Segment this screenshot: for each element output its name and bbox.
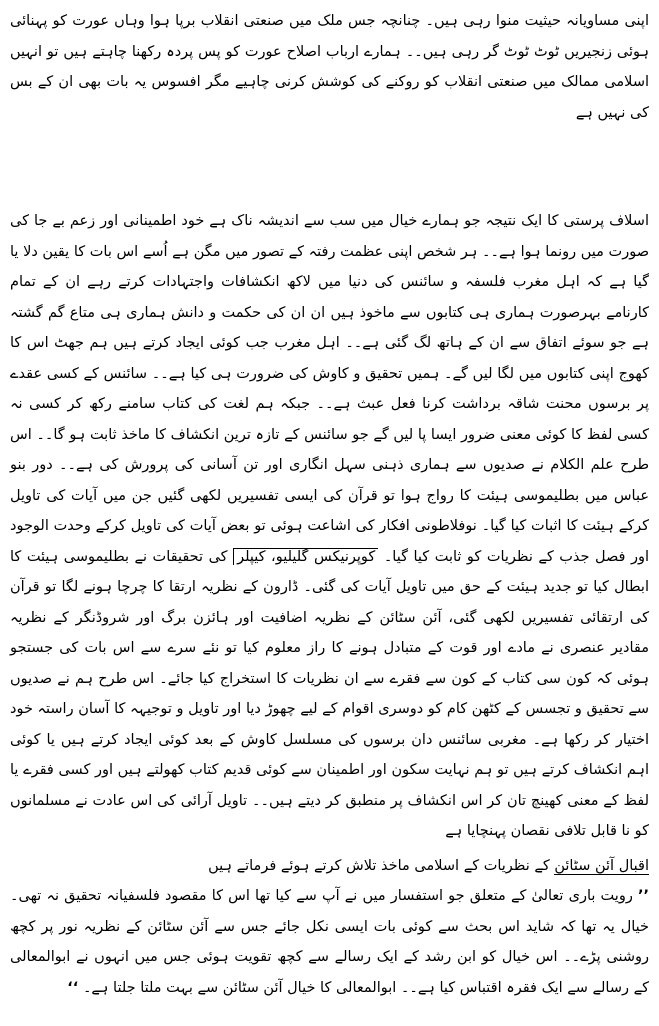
text-line: کی تحقیقات نے بطلیموسی ہیئت کا ابطال کیا تو جدید ہیئت کے حق میں تاویل آیات کی گئی۔ ڈارون کے نظریہ ارتقا کا چرچا ہونے لگا تو <box>10 548 649 595</box>
quote-close-mark: ‘‘ <box>67 979 79 996</box>
underlined-intro: اقبال آئن سٹائن <box>554 857 649 874</box>
quote-line: جلتا ہے۔ <box>82 979 136 996</box>
quote-open-mark: ’’ <box>637 888 650 904</box>
intro-text: کے نظریات کے اسلامی ماخذ تلاش کرتے ہوئے فرماتے ہیں <box>208 857 555 874</box>
text-line: اپنی مساویانہ حیثیت منوا رہی ہیں۔ چنانچہ جس ملک میں صنعتی انقلاب برپا ہوا وہاں عورت کو پہنائی ہوئی زنجیریں ٹوٹ ٹوٹ گر رہی <box>10 13 650 60</box>
text-line: ہیں۔۔ ہمارے ارباب اصلاح عورت کو پس پردہ رکھنا چاہتے ہیں تو انہیں اسلامی ممالک میں صنعتی انقلاب کو روکنے کی کوشش کرنی <box>10 43 650 90</box>
quote-line: رویت باری تعالیٰ کے متعلق جو استفسار میں نے آپ سے کیا تھا اس کا مقصود فلسفیانہ تحقیق نہ تھی۔ خیال یہ تھا کہ شاید اس بحث سے <box>10 888 649 935</box>
text-line: ثابت ہو گا۔۔ اس طرح علم الکلام نے صدیوں سے ہماری ذہنی سہل انگاری اور تن آسانی کی پرورش کی ہے۔۔ دور بنو عباس میں <box>10 426 650 504</box>
text-line: اسلاف پرستی کا ایک نتیجہ جو ہمارے خیال میں سب سے اندیشہ ناک ہے خود اطمینانی اور زعم بے جا کی صورت میں رونما ہوا <box>10 213 650 260</box>
text-line: قرآن کی ارتقائی تفسیریں لکھی گئی، آئن سٹائن کے نظریہ اضافیت اور ہائزن برگ اور شروڈنگر کے نظریہ مقادیر عنصری نے مادے اور <box>10 579 650 656</box>
text-line: بطلیموسی ہیئت کا رواج ہوا تو قرآن کی ایسی تفسیریں لکھی گئیں جن میں آیات کی تاویل کرکے ہیئت کا اثبات کیا گیا۔ نوفلاطونی افکار کی <box>10 487 650 534</box>
text-line: قوت کے متبادل ہونے کا راز معلوم کیا تو نئے سرے سے اس بات کی جستجو ہوئی کہ کون سی کتاب کے کون سے فقرے سے ان <box>10 640 649 687</box>
text-line: انکشافات واجتہادات کرتے رہے ان کے تمام کارنامے بہرصورت ہماری ہی کتابوں سے ماخوذ ہیں ان ان کی حکمت و دانش ہماری <box>10 274 650 321</box>
text-line: انکشاف کرتے ہیں تو ہم نہایت سکون اور اطمینان سے کوئی قدیم کتاب کھولتے ہیں اور کسی فقرے یا لفظ کے معنی کھینچ تان کر اس <box>10 762 649 809</box>
text-line: اشاعت ہوئی تو بعض آیات کی تاویل کرکے وحدت الوجود اور فصل جذب کے نظریات کو ثابت کیا گیا۔ <box>10 518 650 565</box>
text-line: ہے۔۔ ہر شخص اپنی عظمت رفتہ کے تصور میں مگن ہے اُسے اس بات کا یقین دلا یا گیا ہے کہ اہل مغرب فلسفہ و سائنس کی دنیا میں لاکھ <box>10 243 650 290</box>
text-line: ہے۔۔ جبکہ ہم لغت کی کتاب سامنے رکھ کر کسی نہ کسی لفظ کا کوئی معنی ضرور ایسا پا لیں گے جو سائنس کے تازہ ترین انکشاف کا ماخذ <box>10 396 649 443</box>
text-line: ہی متاع گم گشتہ ہے جو سوئے اتفاق سے ان کے ہاتھ لگ گئی ہے۔۔ اہل مغرب جب کوئی ایجاد کرتے ہیں ہم جھٹ اس کا کھوج اپنی کتابوں <box>10 304 650 382</box>
paragraph-spacer <box>10 128 649 206</box>
paragraph-2 <box>10 206 649 847</box>
quote-line: کوئی بات ایسی نکل جائے جس سے آئن سٹائن کے نظریہ نور پر کچھ روشنی پڑے۔۔ اس خیال کو ابن رشد کے ایک رسالے سے کچھ <box>10 918 650 965</box>
text-line: نظریات کا استخراج کیا جائے۔ اس طرح ہم نے صدیوں سے تحقیق و تجسس کے کٹھن کام کو دوسری اقوام کے لیے چھوڑ دیا اور تاویل و <box>10 670 650 717</box>
quote-line: تقویت ہوئی جس میں انہوں نے ابوالمعالی کے رسالے سے ایک فقرہ اقتباس کیا ہے۔۔ ابوالمعالی کا خیال آئن سٹائن سے بہت ملتا <box>10 949 649 996</box>
boxed-phrase: کوپرنیکس گلیلیو، کیپلر <box>233 548 378 565</box>
text-line: چاہیے مگر افسوس یہ بات بھی ان کے بس کی نہیں ہے <box>10 74 649 121</box>
paragraph-1 <box>10 6 649 128</box>
paragraph-3 <box>10 851 649 1004</box>
text-line: انکشاف پر منطبق کر دیتے ہیں۔۔ تاویل آرائی کی اس عادت نے مسلمانوں کو نا قابل تلافی نقصان پہنچایا ہے <box>10 792 649 839</box>
text-line: توجیہہ کا آسان راستہ خود اختیار کر رکھا ہے۔ مغربی سائنس دان برسوں کی مسلسل کاوش کے بعد کوئی ایجاد کرتے ہیں یا کوئی اہم <box>10 701 649 778</box>
text-line: میں لگا لیں گے۔ ہمیں تحقیق و کاوش کی ضرورت ہی کیا ہے۔۔ سائنس کے کسی عقدے پر برسوں محنت شاقہ برداشت کرنا فعل عبث <box>10 365 649 412</box>
